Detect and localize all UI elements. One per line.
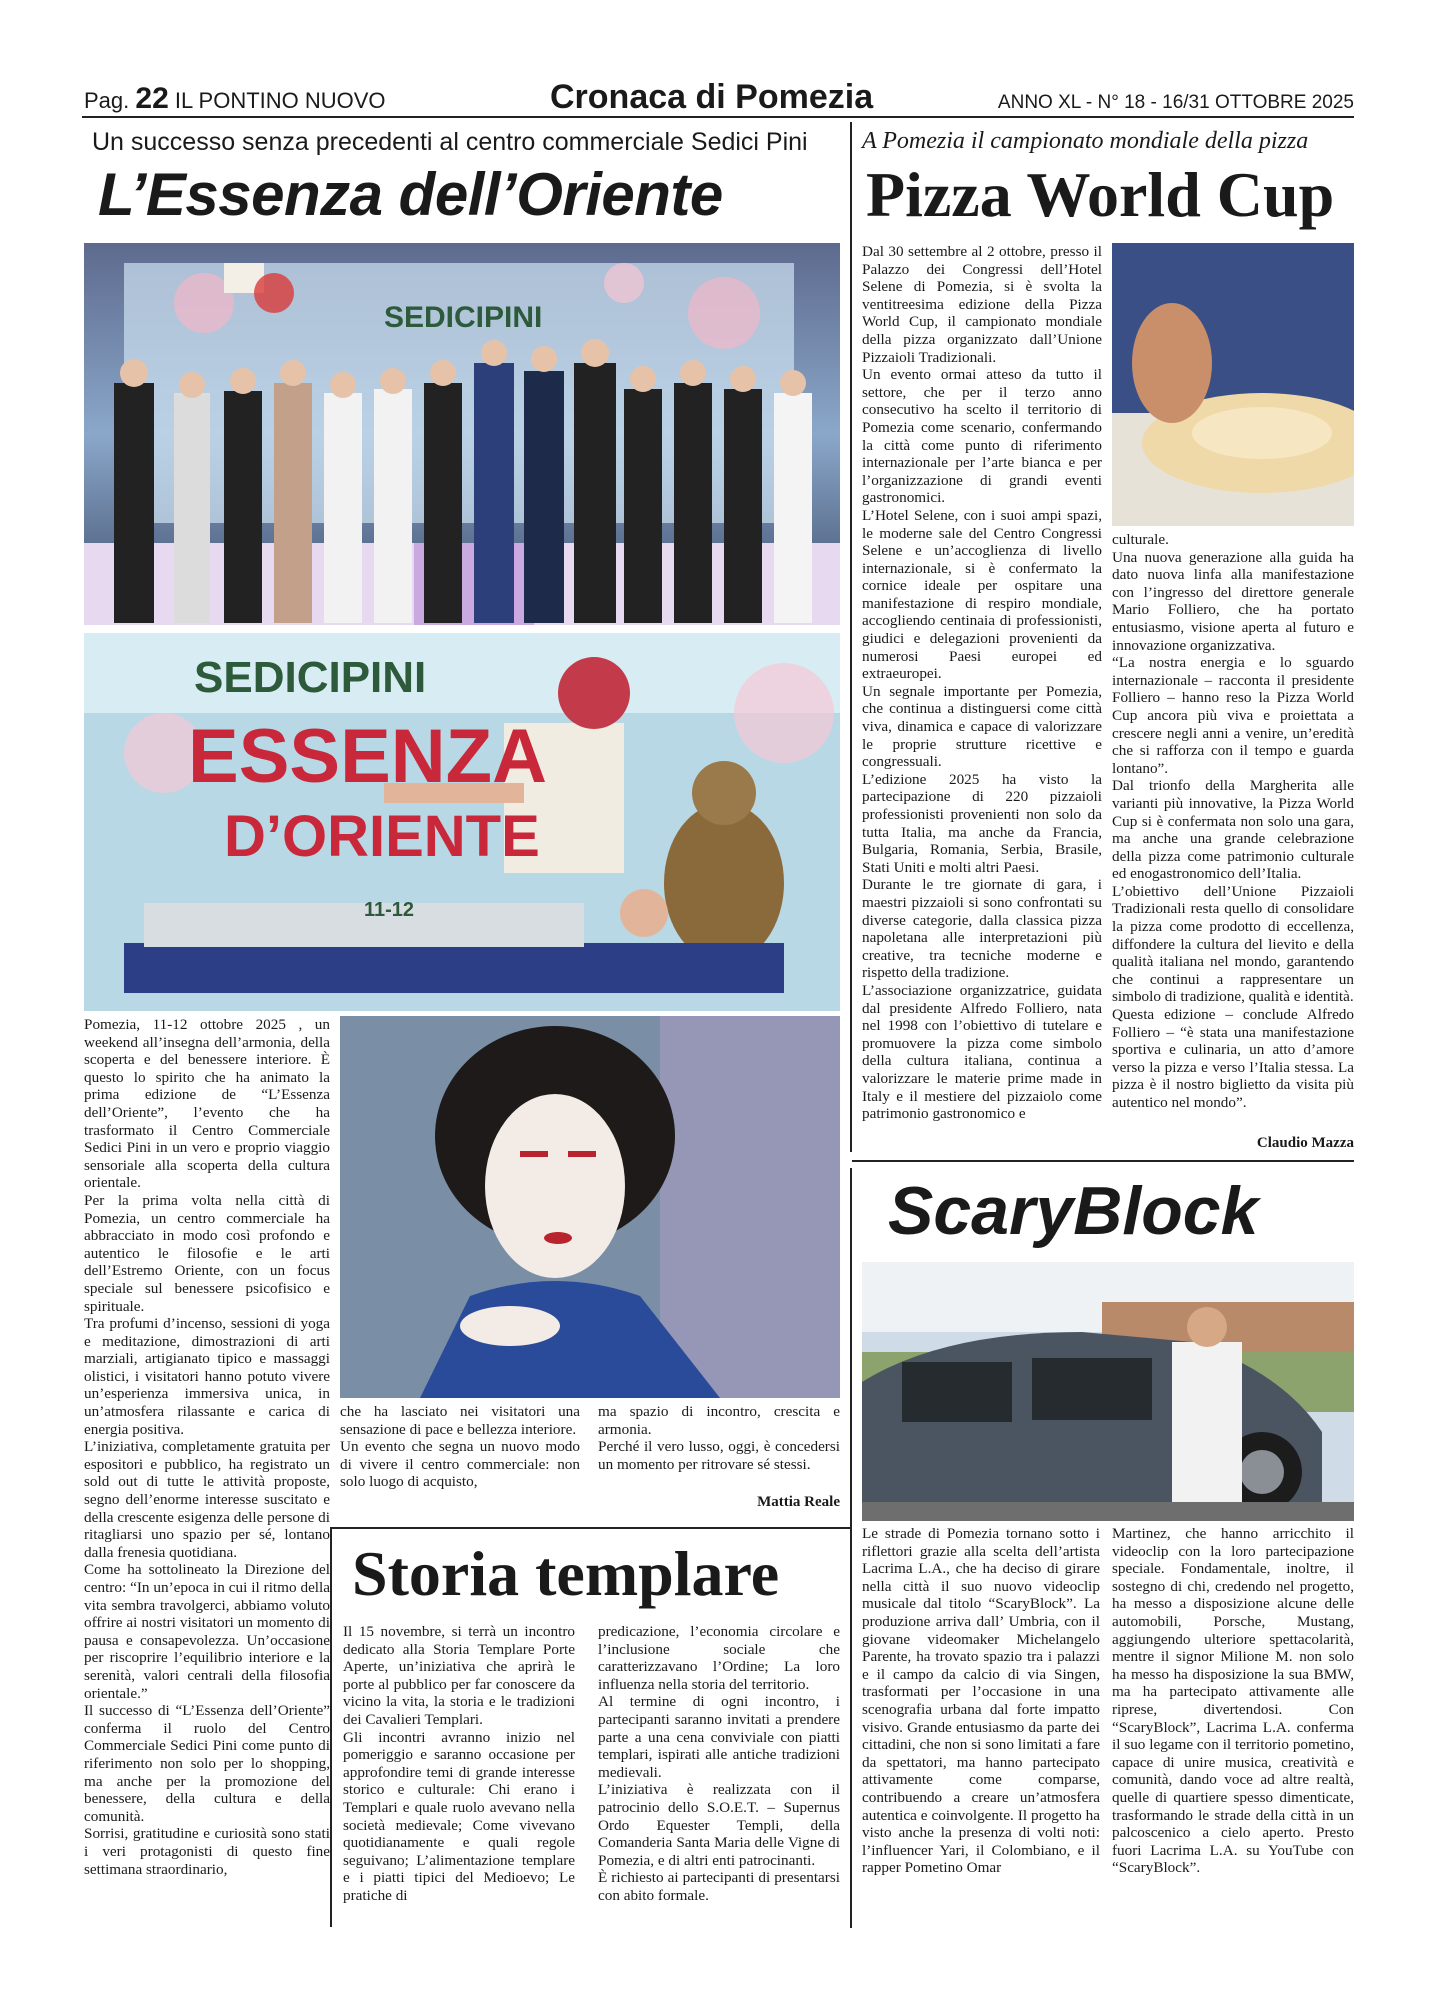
- pizza-author: Claudio Mazza: [1256, 1135, 1354, 1151]
- essenza-paragraph: Un evento che segna un nuovo modo di vivere il centro commerciale: non solo luogo di acquisto,: [340, 1438, 580, 1491]
- essenza-paragraph: Perché il vero lusso, oggi, è concedersi un momento per ritrovare sé stessi.: [598, 1438, 840, 1473]
- page-label: Pag.: [84, 88, 130, 113]
- essenza-paragraph: Tra profumi d’incenso, sessioni di yoga e meditazione, dimostrazioni di arti marziali, artigianato tipico e massaggi olistici, i visitatori hanno potuto vivere un’esperienza immersiva unica, in un’atmosfera rilassante e carica di energia positiva.: [84, 1315, 330, 1438]
- pizza-paragraph: Un segnale importante per Pomezia, che continua a distinguersi come città viva, dinamica e capace di valorizzare le proprie strutture ricettive e congressuali.: [862, 682, 1102, 771]
- pizza-paragraph: L’associazione organizzatrice, guidata dal presidente Alfredo Folliero, nata nel 1998 con l’obiettivo di tutelare e promuovere la pizza come simbolo della cultura italiana, continua a valorizzare le materie prime made in Italy e il mestiere del pizzaiolo come patrimonio gastronomico e: [862, 981, 1102, 1123]
- header-rule: [82, 116, 1354, 118]
- page-header-left: [84, 82, 386, 116]
- banner-word: SEDICIPINI: [194, 653, 427, 702]
- essenza-title: L’Essenza dell’Oriente: [98, 161, 723, 228]
- storia-paragraph: Al termine di ogni incontro, i partecipanti saranno invitati a prendere parte a una cena conviviale con piatti templari, ispirati alle antiche tradizioni medievali.: [598, 1693, 840, 1781]
- storia-paragraph: Il 15 novembre, si terrà un incontro dedicato alla Storia Templare Porte Aperte, un’iniziativa che aprirà le porte al pubblico per far conoscere da vicino la vita, la storia e le tradizioni dei Cavalieri Templari.: [343, 1623, 575, 1728]
- scary-col2: [1112, 1525, 1354, 1925]
- section-title: Cronaca di Pomezia: [550, 78, 874, 116]
- essenza-author: Mattia Reale: [757, 1494, 840, 1510]
- pizza-paragraph: Dal 30 settembre al 2 ottobre, presso il Palazzo dei Congressi dell’Hotel Selene di Pomezia, si è svolta la ventitreesima edizione della Pizza World Cup, il campionato mondiale della pizza organizzato dall’Unione Pizzaioli Tradizionali.: [862, 243, 1102, 366]
- pizza-paragraph: L’Hotel Selene, con i suoi ampi spazi, le moderne sale del Centro Congressi Selene e un’accoglienza di livello internazionale, si è confermato la cornice ideale per ospitare una manifestazione di respiro mondiale, accogliendo centinaia di professionisti, giudici e delegazioni provenienti da numerosi Paesi europei ed extraeuropei.: [862, 506, 1102, 683]
- essenza-paragraph: Come ha sottolineato la Direzione del centro: “In un’epoca in cui il ritmo della vita sembra travolgerci, abbiamo voluto offrire ai nostri visitatori un momento di pausa e consapevolezza. Un’occasione per riscoprire l’equilibrio interiore e la serenità, valori centrali della filosofia orientale.”: [84, 1561, 330, 1702]
- paper-name: IL PONTINO NUOVO: [174, 88, 386, 113]
- essenza-paragraph: Il successo di “L’Essenza dell’Oriente” conferma il ruolo del Centro Commerciale Sedici Pini come punto di riferimento non solo per lo shopping, ma anche per la promozione del benessere, della cultura e della comunità.: [84, 1702, 330, 1825]
- pizza-paragraph: L’obiettivo dell’Unione Pizzaioli Tradizionali resta quello di consolidare la pizza come prodotto di eccellenza, diffondere la cultura del lievito e della qualità italiana nel mondo, garantendo che continui a rappresentare un simbolo di tradizione, qualità e identità.: [1112, 882, 1354, 1006]
- essenza-paragraph: L’iniziativa, completamente gratuita per espositori e pubblico, ha registrato un sold out di tutte le attività proposte, segno dell’enorme interesse suscitato e della crescente esigenza delle persone di ritagliarsi uno spazio per sé, lontano dalla frenesia quotidiana.: [84, 1438, 330, 1561]
- pizza-paragraph: L’edizione 2025 ha visto la partecipazione di 220 pizzaioli professionisti provenienti non solo da tutta Italia, ma anche da Francia, Bulgaria, Romania, Serbia, Brasile, Stati Uniti e molti altri Paesi.: [862, 770, 1102, 876]
- essenza-paragraph: che ha lasciato nei visitatori una sensazione di pace e bellezza interiore.: [340, 1403, 580, 1438]
- horizontal-divider: [852, 1160, 1354, 1162]
- pizza-title: Pizza World Cup: [866, 159, 1335, 230]
- vertical-divider: [850, 122, 852, 1152]
- scary-col1: [862, 1525, 1100, 1925]
- banner-dates: 11-12: [364, 899, 415, 921]
- essenza-col3: [598, 1403, 840, 1493]
- storia-paragraph: L’iniziativa è realizzata con il patrocinio dello S.O.E.T. – Supernus Ordo Equester Templi, della Comanderia Santa Maria delle Vigne di Pomezia, e di altri enti patrocinanti.: [598, 1781, 840, 1869]
- banner-text: SEDICIPINI: [384, 301, 543, 334]
- vertical-divider: [330, 1527, 332, 1927]
- essenza-kicker: Un successo senza precedenti al centro commerciale Sedici Pini: [92, 128, 808, 156]
- essenza-col2: [340, 1403, 580, 1513]
- pizza-paragraph: Questa edizione – conclude Alfredo Folliero – “è stata una manifestazione sportiva e culinaria, un atto d’amore verso la pizza e verso l’Italia stessa. La pizza è il nostro biglietto da visita più autentico nel mondo”.: [1112, 1006, 1354, 1111]
- page-number: 22: [135, 82, 169, 115]
- issue-info: ANNO XL - N° 18 - 16/31 OTTOBRE 2025: [997, 92, 1354, 113]
- group-photo: [84, 243, 840, 625]
- pizza-dough-photo: [1112, 243, 1354, 526]
- pizza-paragraph: Un evento ormai atteso da tutto il settore, che per il terzo anno consecutivo ha scelto il territorio di Pomezia come scenario, confermando la città come punto di riferimento internazionale per l’arte bianca e per l’organizzazione di grandi eventi gastronomici.: [862, 366, 1102, 507]
- pizza-kicker: A Pomezia il campionato mondiale della pizza: [862, 128, 1309, 154]
- pizza-paragraph: “La nostra energia e lo sguardo internazionale – racconta il presidente Folliero – hanno reso la Pizza World Cup ancora più viva e proiettata a crescere negli anni a venire, un’eredità che si rafforza con il tempo e guarda lontano”.: [1112, 654, 1354, 777]
- massage-photo: [84, 633, 840, 1011]
- pizza-paragraph: Dal trionfo della Margherita alle varianti più innovative, la Pizza World Cup si è confermata non solo una gara, ma anche una grande celebrazione della pizza come patrimonio culturale ed enogastronomico dell’Italia.: [1112, 777, 1354, 883]
- scary-title: ScaryBlock: [888, 1173, 1259, 1249]
- storia-paragraph: Gli incontri avranno inizio nel pomeriggio e saranno occasione per approfondire temi di grande interesse storico e culturale: Chi erano i Templari e quale ruolo avevano nella società medievale; Come vivevano quotidianamente e quali regole seguivano; L’alimentazione templare e i piatti tipici del Medioevo; Le pratiche di: [343, 1728, 575, 1904]
- car-photo: [862, 1262, 1354, 1521]
- essenza-paragraph: ma spazio di incontro, crescita e armonia.: [598, 1403, 840, 1438]
- pizza-paragraph: Durante le tre giornate di gara, i maestri pizzaioli si sono confrontati su diverse categorie, dalla classica pizza napoletana alle interpretazioni più creative, tra tecniche moderne e rispetto della tradizione.: [862, 876, 1102, 982]
- storia-title: Storia templare: [352, 1538, 780, 1609]
- horizontal-divider: [330, 1527, 850, 1529]
- banner-word: D’ORIENTE: [224, 804, 540, 869]
- vertical-divider: [850, 1168, 852, 1928]
- portrait-photo: [340, 1016, 840, 1398]
- pizza-paragraph: Una nuova generazione alla guida ha dato nuova linfa alla manifestazione con l’ingresso del direttore generale Mario Folliero, che ha portato entusiasmo, visione aperta al futuro e innovazione organizzativa.: [1112, 548, 1354, 654]
- scary-paragraph: Le strade di Pomezia tornano sotto i riflettori grazie alla scelta dell’artista Lacrima L.A., che ha deciso di girare nella città il suo nuovo videoclip musicale dal titolo “ScaryBlock”. La produzione arriva dall’ Umbria, con il giovane videomaker Michelangelo Parente, ha trovato spazio tra i palazzi e il campo da calcio di via Singen, trasformati per l’occasione in una scenografia urbana dal forte impatto visivo. Grande entusiasmo da parte dei cittadini, che non si sono limitati a fare da spettatori, ma hanno partecipato attivamente come comparse, contribuendo a creare un’atmosfera autentica e coinvolgente. Il progetto ha visto anche la presenza di volti noti: l’influencer Yari, il Colombiano, e il rapper Pometino Omar: [862, 1525, 1100, 1877]
- essenza-col1: [84, 1016, 330, 1921]
- storia-col1: [343, 1623, 575, 1923]
- scary-paragraph: Martinez, che hanno arricchito il videoclip con la loro partecipazione speciale. Fondamentale, inoltre, il sostegno di chi, credendo nel progetto, ha messo a disposizione alcune delle automobili, Porsche, Mustang, aggiungendo ulteriore spettacolarità, mentre il signor Milione M. non solo ha messo ha disposizione la sua BMW, ma ha partecipato attivamente alle riprese, divertendosi. Con “ScaryBlock”, Lacrima L.A. conferma il suo legame con il territorio pometino, capace di unire musica, creatività e comunità, dando voce ad altre realtà, quelle di quartiere spesso dimenticate, trasformando le strade della città in un palcoscenico a cielo aperto. Presto fuori Lacrima L.A. su YouTube con “ScaryBlock”.: [1112, 1525, 1354, 1877]
- pizza-paragraph: culturale.: [1112, 531, 1169, 548]
- essenza-paragraph: Per la prima volta nella città di Pomezia, un centro commerciale ha abbracciato in modo così profondo e autentico le filosofie e le arti dell’Estremo Oriente, con un focus speciale sul benessere psicofisico e spirituale.: [84, 1191, 330, 1315]
- essenza-paragraph: Sorrisi, gratitudine e curiosità sono stati i veri protagonisti di questo fine settimana straordinario,: [84, 1825, 330, 1878]
- pizza-col2: [1112, 531, 1354, 1139]
- banner-word: ESSENZA: [188, 714, 547, 799]
- storia-col2: [598, 1623, 840, 1923]
- pizza-col1: [862, 243, 1102, 1153]
- storia-paragraph: predicazione, l’economia circolare e l’inclusione sociale che caratterizzavano l’Ordine; La loro influenza nella storia del territorio.: [598, 1623, 840, 1693]
- storia-paragraph: È richiesto ai partecipanti di presentarsi con abito formale.: [598, 1869, 840, 1904]
- essenza-paragraph: Pomezia, 11-12 ottobre 2025 , un weekend all’insegna dell’armonia, della scoperta e del benessere interiore. È questo lo spirito che ha animato la prima edizione de “L’Essenza dell’Oriente”, l’evento che ha trasformato il Centro Commerciale Sedici Pini in un vero e proprio viaggio sensoriale alla scoperta della cultura orientale.: [84, 1016, 330, 1192]
